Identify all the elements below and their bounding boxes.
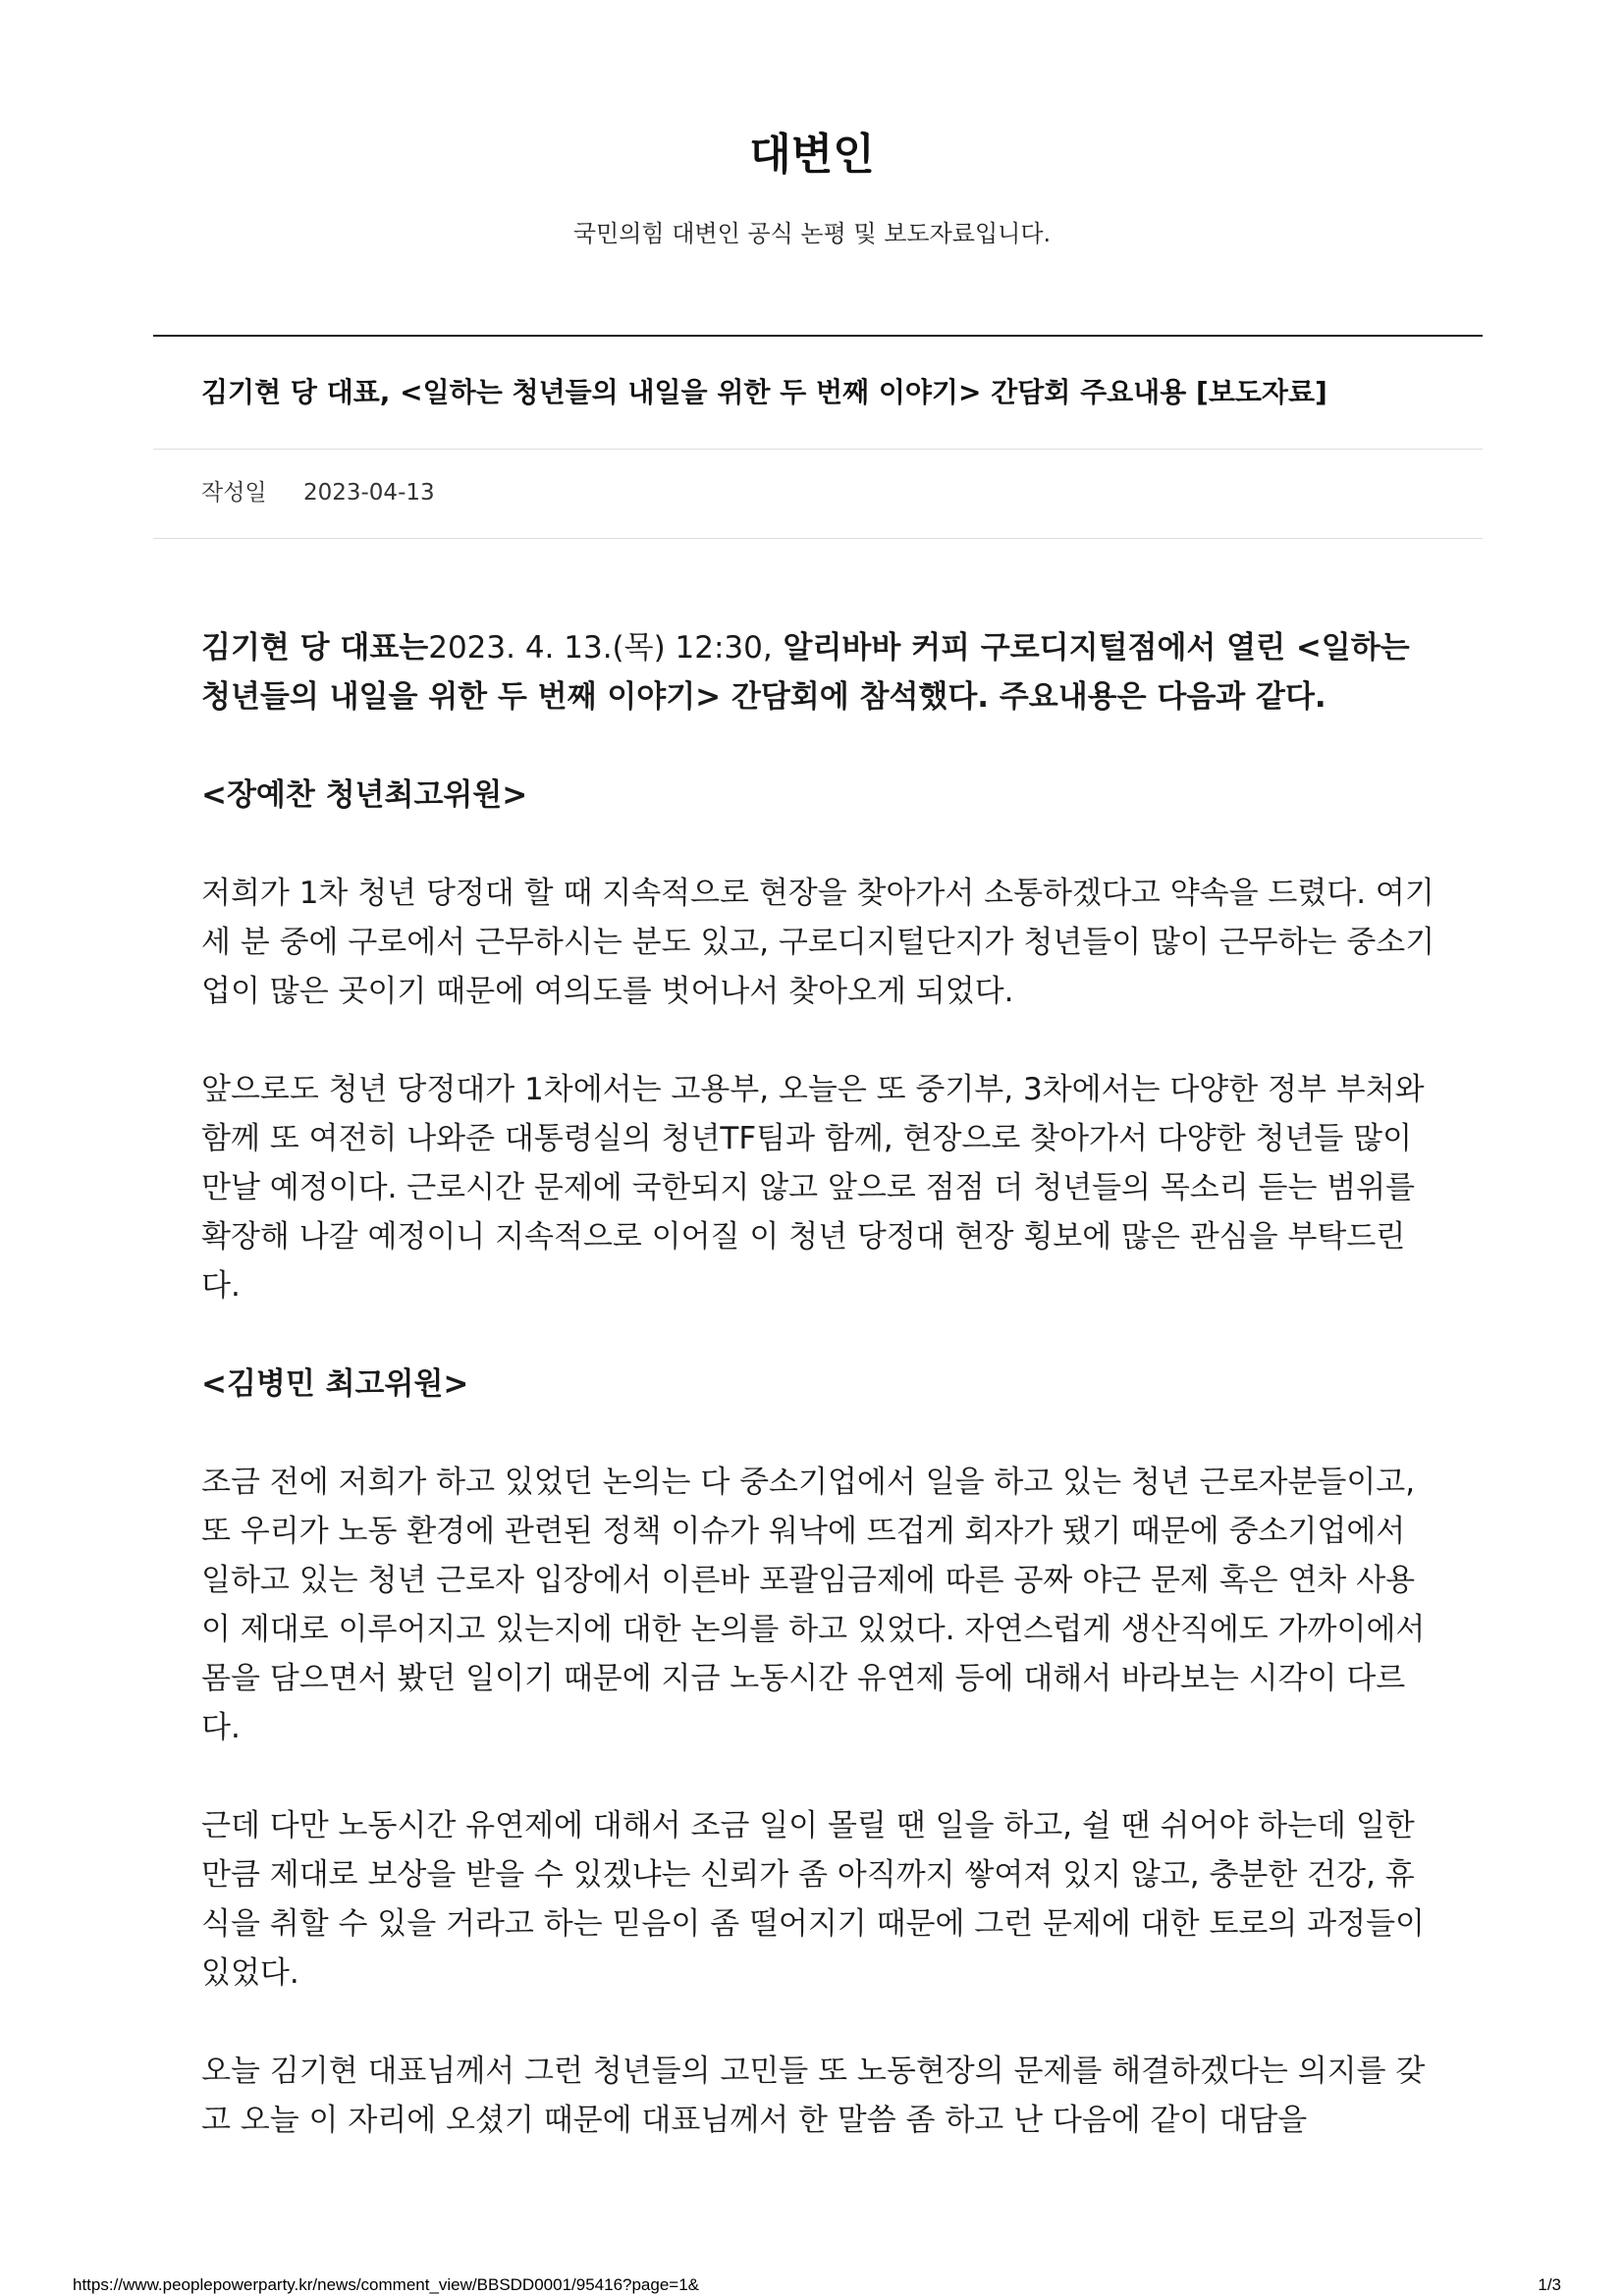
intro-datetime: 2023. 4. 13.(목) 12:30, bbox=[428, 630, 773, 666]
body-paragraph: 저희가 1차 청년 당정대 할 때 지속적으로 현장을 찾아가서 소통하겠다고 약속을 드렸다. 여기 세 분 중에 구로에서 근무하시는 분도 있고, 구로디지털단지가 청년들이 많이 근무하는 중소기업이 많은 곳이기 때문에 여의도를 벗어나서 찾아오게 되었다. bbox=[201, 876, 1435, 1009]
body-paragraph: 근데 다만 노동시간 유연제에 대해서 조금 일이 몰릴 땐 일을 하고, 쉴 땐 쉬어야 하는데 일한 만큼 제대로 보상을 받을 수 있겠냐는 신뢰가 좀 아직까지 쌓여져 있지 않고, 충분한 건강, 휴식을 취할 수 있을 거라고 하는 믿음이 좀 떨어지기 때문에 그런 문제에 대한 토로의 과정들이 있었다. bbox=[201, 1808, 1425, 1991]
date-value: 2023-04-13 bbox=[302, 480, 435, 506]
site-subtitle: 국민의힘 대변인 공식 논평 및 보도자료입니다. bbox=[572, 220, 1052, 247]
article-body bbox=[201, 623, 1440, 2145]
page-number: 1/3 bbox=[1538, 2275, 1561, 2294]
page-url[interactable]: https://www.peoplepowerparty.kr/news/comment_view/BBSDD0001/95416?page=1& bbox=[73, 2275, 700, 2294]
speaker-heading: <김병민 최고위원> bbox=[201, 1366, 469, 1402]
site-header bbox=[0, 126, 1624, 249]
meta-divider bbox=[153, 538, 1483, 539]
article-title: 김기현 당 대표, <일하는 청년들의 내일을 위한 두 번째 이야기> 간담회 주요내용 [보도자료] bbox=[201, 376, 1327, 408]
body-paragraph: 조금 전에 저희가 하고 있었던 논의는 다 중소기업에서 일을 하고 있는 청년 근로자분들이고, 또 우리가 노동 환경에 관련된 정책 이슈가 워낙에 뜨겁게 회자가 됐기 때문에 중소기업에서 일하고 있는 청년 근로자 입장에서 이른바 포괄임금제에 따른 공짜 야근 문제 혹은 연차 사용이 제대로 이루어지고 있는지에 대한 논의를 하고 있었다. 자연스럽게 생산직에도 가까이에서 몸을 담으면서 봤던 일이기 때문에 지금 노동시간 유연제 등에 대해서 바라보는 시각이 다르다. bbox=[201, 1465, 1426, 1745]
article-meta bbox=[201, 475, 435, 510]
header-divider bbox=[153, 335, 1483, 337]
speaker-heading: <장예찬 청년최고위원> bbox=[201, 777, 528, 813]
body-paragraph: 앞으로도 청년 당정대가 1차에서는 고용부, 오늘은 또 중기부, 3차에서는 다양한 정부 부처와 함께 또 여전히 나와준 대통령실의 청년TF팀과 함께, 현장으로 찾아가서 다양한 청년들 많이 만날 예정이다. 근로시간 문제에 국한되지 않고 앞으로 점점 더 청년들의 목소리 듣는 범위를 확장해 나갈 예정이니 지속적으로 이어질 이 청년 당정대 현장 횡보에 많은 관심을 부탁드린다. bbox=[201, 1072, 1425, 1304]
print-footer bbox=[73, 2277, 1561, 2293]
title-divider bbox=[153, 449, 1483, 450]
intro-rest: 알리바바 커피 구로디지털점에서 열린 <일하는 청년들의 내일을 위한 두 번째 이야기> 간담회에 참석했다. 주요내용은 다음과 같다. bbox=[201, 630, 1410, 715]
intro-paragraph bbox=[201, 623, 1440, 721]
intro-lead: 김기현 당 대표는 bbox=[201, 630, 429, 666]
body-paragraph: 오늘 김기현 대표님께서 그런 청년들의 고민들 또 노동현장의 문제를 해결하겠다는 의지를 갖고 오늘 이 자리에 오셨기 때문에 대표님께서 한 말씀 좀 하고 난 다음에 같이 대담을 bbox=[201, 2054, 1426, 2138]
date-label: 작성일 bbox=[201, 480, 267, 506]
site-title: 대변인 bbox=[749, 130, 875, 180]
